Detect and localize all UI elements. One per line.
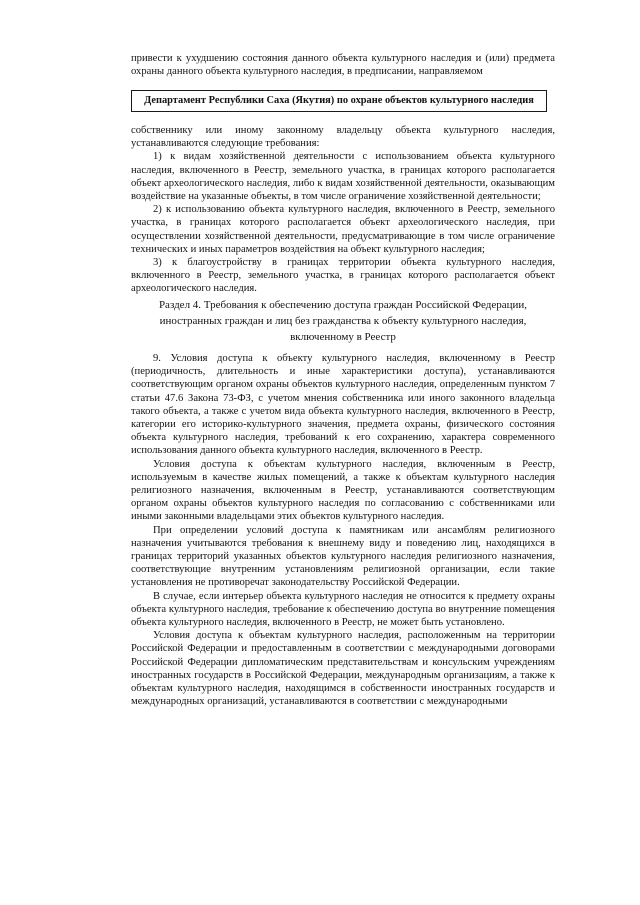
paragraph: 9. Условия доступа к объекту культурного наследия, включенному в Реестр (периодичность, длительность и иные характеристики доступа), устанавливаются соответствующим органом охраны объектов культурного наследия, определенным пунктом 7 статьи 47.6 Закона 73-ФЗ, с учетом мнения собственника или иного законного владельца такого объекта, а также с учетом вида объекта культурного наследия, включенного в Реестр, категории его историко-культурного значения, предмета охраны, физического состояния объекта культурного наследия, требований к его сохранению, характера современного использования данного объекта культурного наследия, включенного в Реестр. <box>131 353 555 457</box>
requirements-block <box>131 124 555 296</box>
section-heading-line: иностранных граждан и лиц без гражданства к объекту культурного наследия, <box>159 315 527 327</box>
access-conditions-block <box>131 352 555 708</box>
section-heading-line: включенному в Реестр <box>290 331 396 343</box>
paragraph: В случае, если интерьер объекта культурного наследия не относится к предмету охраны объекта культурного наследия, требование к обеспечению доступа во внутренние помещения объекта культурного наследия, включенного в Реестр, не может быть установлено. <box>131 590 555 629</box>
paragraph: 2) к использованию объекта культурного наследия, включенного в Реестр, земельного участка, в границах которого располагается объект археологического наследия, при осуществлении хозяйственной деятельности, предусматривающие в том числе ограничение технических и иных параметров воздействия на объект культурного наследия; <box>131 204 555 255</box>
section-heading <box>131 297 555 345</box>
paragraph: 3) к благоустройству в границах территории объекта культурного наследия, включенного в Реестр, земельного участка, в границах которого располагается объект археологического наследия. <box>131 257 555 295</box>
paragraph: Условия доступа к объектам культурного наследия, расположенным на территории Российской Федерации и предоставленным в соответствии с международными договорами Российской Федерации дипломатическим представительствам и консульским учреждениям иностранных государств в Российской Федерации, международным организациям, а также к объектам культурного наследия, находящимся в собственности иностранных государств и международных организаций, устанавливаются в соответствии с международными <box>131 630 555 708</box>
paragraph: привести к ухудшению состояния данного объекта культурного наследия и (или) предмета охраны данного объекта культурного наследия, в предписании, направляемом <box>131 53 555 78</box>
continuation-text <box>131 52 555 78</box>
paragraph: При определении условий доступа к памятникам или ансамблям религиозного назначения учитываются требования к внешнему виду и поведению лиц, находящихся в границах территорий указанных объектов культурного наследия религиозного назначения, соответствующие внутренним установлениям религиозной организации, если такие установления не противоречат законодательству Российской Федерации. <box>131 524 555 589</box>
department-banner <box>131 90 547 112</box>
banner-text: Департамент Республики Саха (Якутия) по охране объектов культурного наследия <box>144 95 534 107</box>
paragraph: 1) к видам хозяйственной деятельности с использованием объекта культурного наследия, включенного в Реестр, земельного участка, в границах которого располагается объект археологического наследия, либо к видам хозяйственной деятельности, оказывающим воздействие на указанные объекты, в том числе ограничение хозяйственной деятельности; <box>131 151 555 203</box>
paragraph: собственнику или иному законному владельцу объекта культурного наследия, устанавливаются следующие требования: <box>131 125 555 150</box>
paragraph: Условия доступа к объектам культурного наследия, включенным в Реестр, используемым в качестве жилых помещений, а также к объектам культурного наследия религиозного назначения, включенным в Реестр, устанавливаются соответствующим органом охраны объектов культурного наследия по согласованию с собственниками или иными законными владельцами этих объектов культурного наследия. <box>131 458 555 523</box>
section-heading-line: Раздел 4. Требования к обеспечению доступа граждан Российской Федерации, <box>158 299 528 311</box>
